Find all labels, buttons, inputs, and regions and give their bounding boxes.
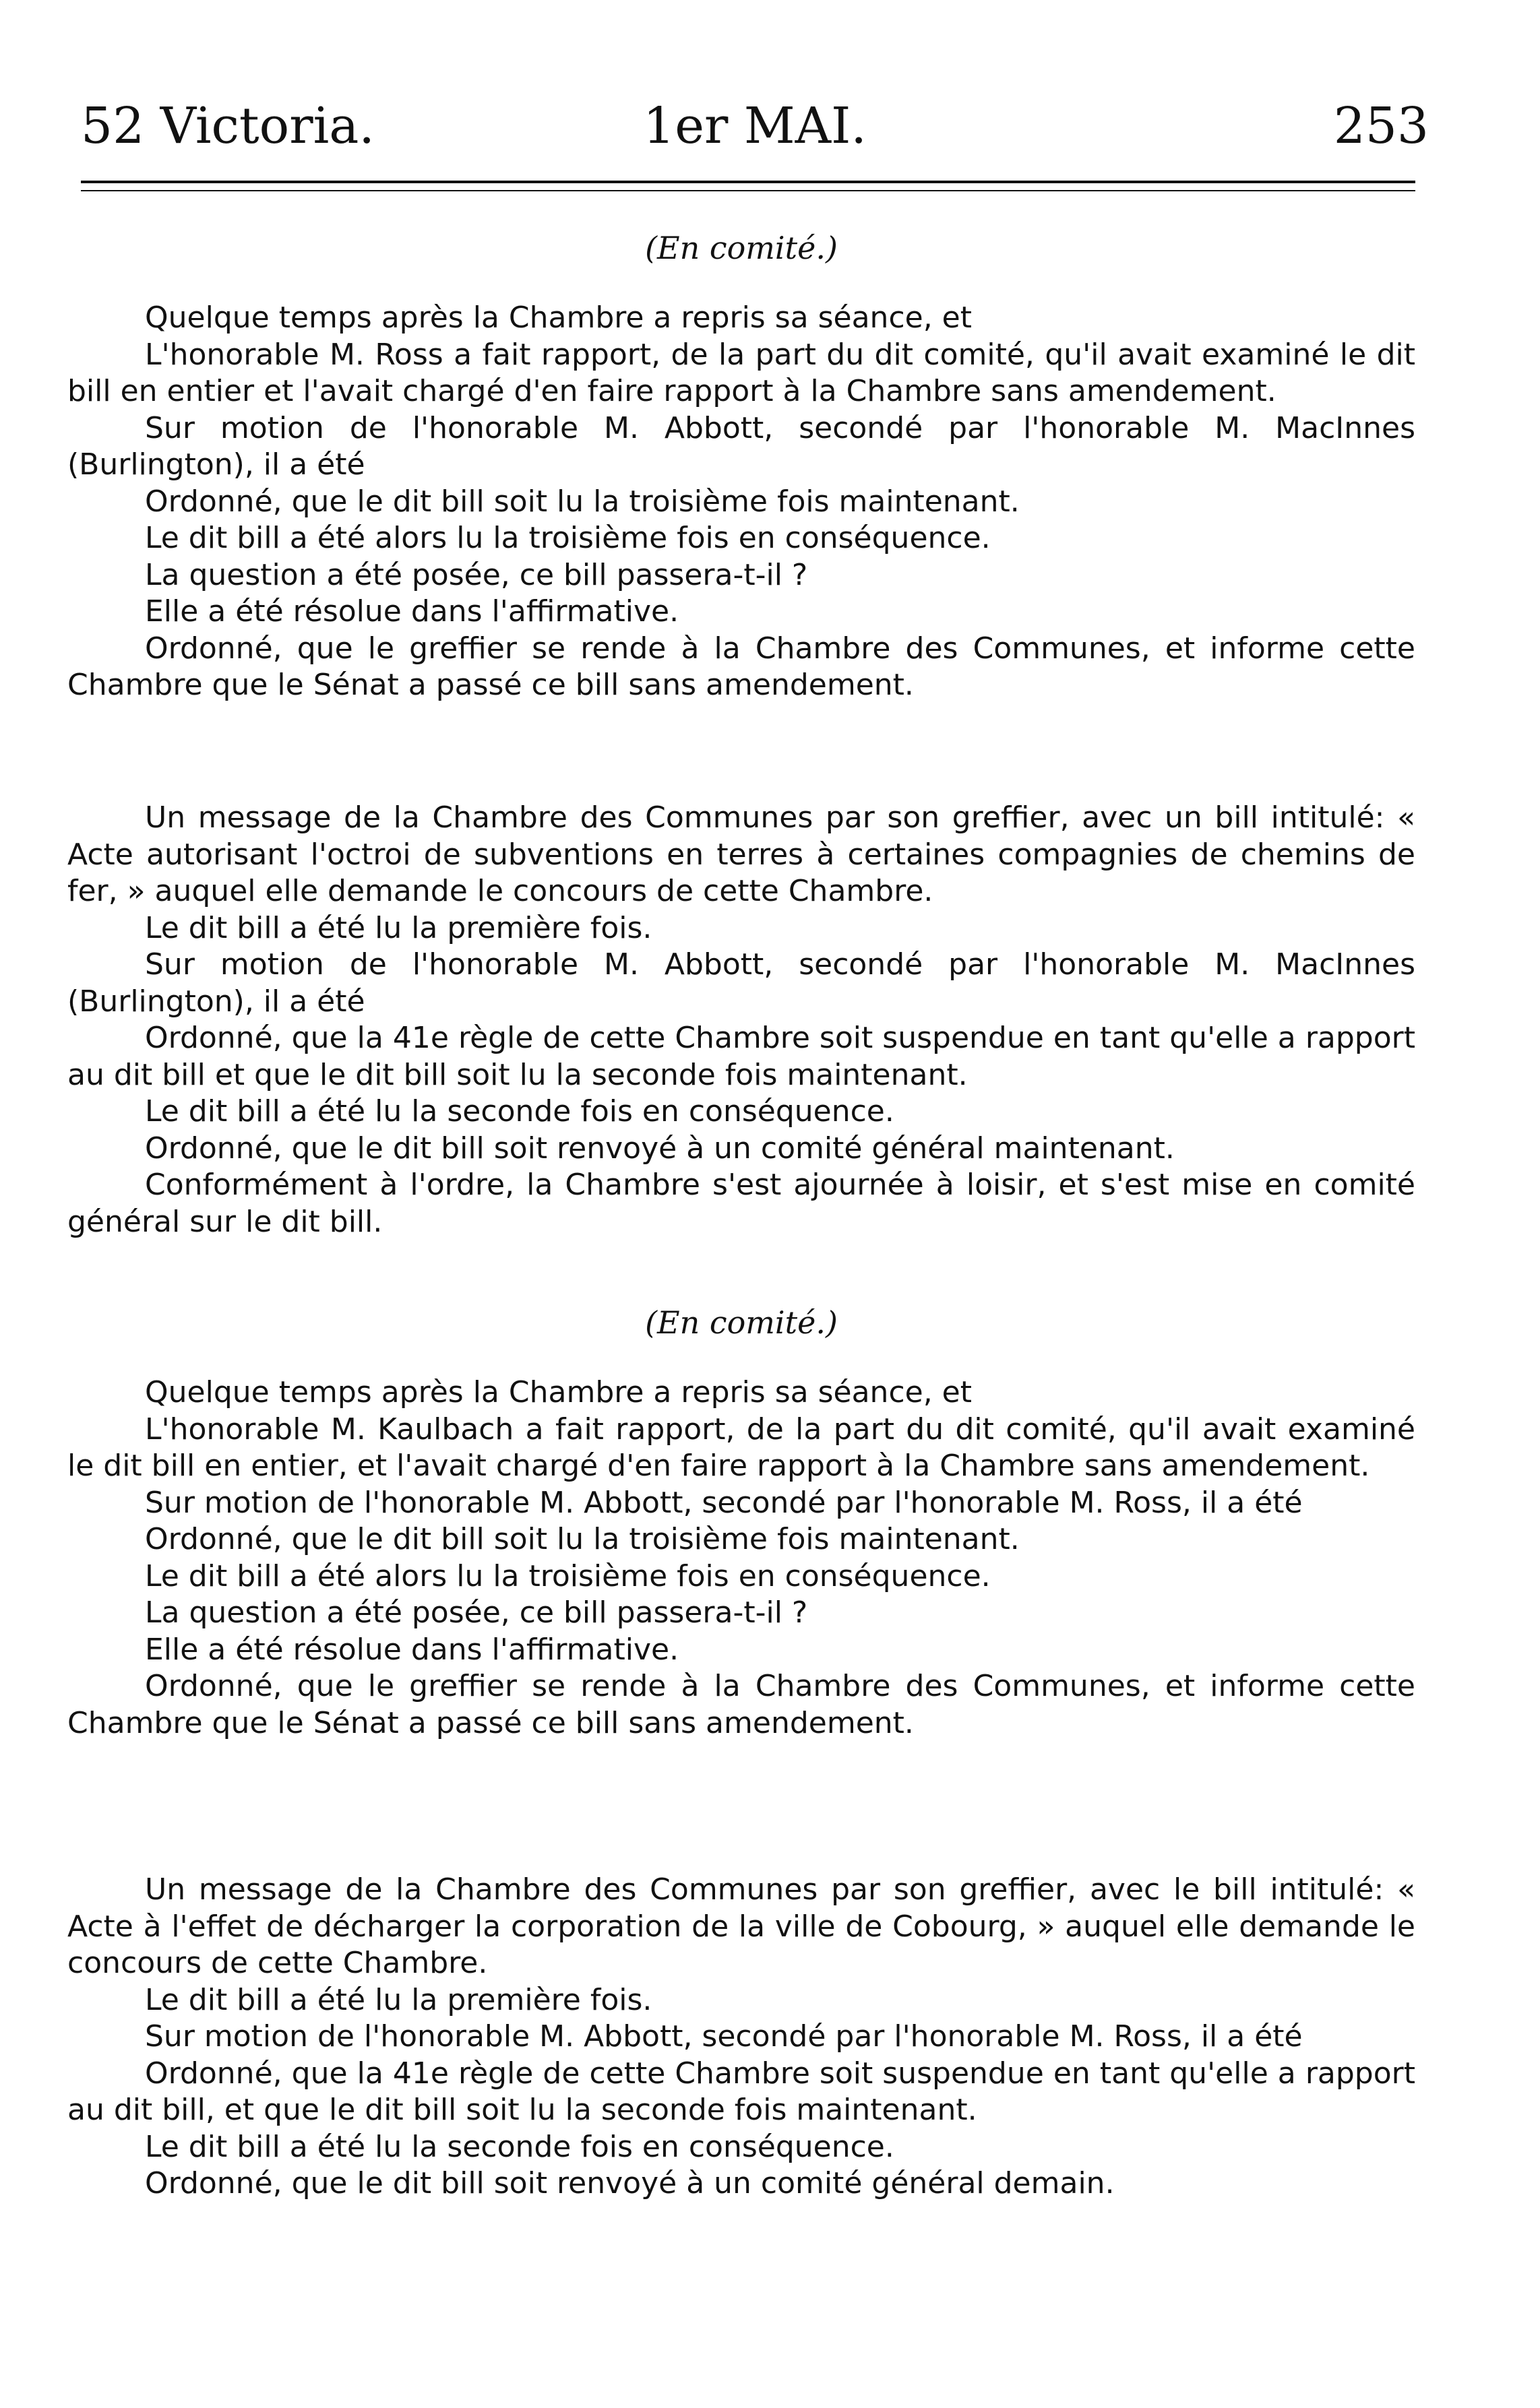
paragraph: Elle a été résolue dans l'affirmative. — [145, 594, 679, 629]
page-header — [81, 89, 1429, 163]
paragraph: La question a été posée, ce bill passera-t-il ? — [145, 1595, 808, 1630]
section-1-body — [67, 300, 1415, 704]
paragraph: Sur motion de l'honorable M. Abbott, secondé par l'honorable M. MacInnes (Burlington), il a été — [67, 410, 1415, 482]
paragraph: Le dit bill a été lu la seconde fois en conséquence. — [145, 2129, 894, 2164]
paragraph: Le dit bill a été lu la première fois. — [145, 910, 652, 945]
paragraph: Quelque temps après la Chambre a repris sa séance, et — [145, 300, 972, 335]
date-label: 1er MAI. — [643, 97, 867, 155]
paragraph: Le dit bill a été lu la première fois. — [145, 1982, 652, 2017]
page-number: 253 — [1333, 97, 1429, 155]
paragraph: Elle a été résolue dans l'affirmative. — [145, 1632, 679, 1667]
paragraph: Le dit bill a été alors lu la troisième fois en conséquence. — [145, 1558, 991, 1593]
paragraph: Sur motion de l'honorable M. Abbott, secondé par l'honorable M. Ross, il a été — [145, 1485, 1303, 1520]
paragraph: Un message de la Chambre des Communes par son greffier, avec le bill intitulé: « Acte à l'effet de décharger la corporation de la ville de Cobourg, » auquel elle demande le concours de cette Chambre. — [67, 1872, 1415, 1980]
section-heading: (En comité.) — [645, 1304, 838, 1341]
paragraph: Ordonné, que le dit bill soit lu la troisième fois maintenant. — [145, 1522, 1020, 1556]
paragraph: Sur motion de l'honorable M. Abbott, secondé par l'honorable M. MacInnes (Burlington), il a été — [67, 947, 1415, 1019]
paragraph: Ordonné, que le greffier se rende à la Chambre des Communes, et informe cette Chambre que le Sénat a passé ce bill sans amendement. — [67, 631, 1415, 702]
section-4-body — [67, 1872, 1415, 2203]
paragraph: Ordonné, que le dit bill soit renvoyé à un comité général maintenant. — [145, 1131, 1175, 1166]
header-rule-thick — [81, 181, 1415, 183]
paragraph: Ordonné, que le dit bill soit lu la troisième fois maintenant. — [145, 484, 1020, 519]
header-rule-thin — [81, 190, 1415, 191]
section-heading: (En comité.) — [645, 230, 838, 266]
paragraph: Le dit bill a été alors lu la troisième fois en conséquence. — [145, 521, 991, 555]
paragraph: Ordonné, que le dit bill soit renvoyé à un comité général demain. — [145, 2166, 1115, 2200]
paragraph: La question a été posée, ce bill passera-t-il ? — [145, 557, 808, 592]
section-1 — [67, 229, 1415, 267]
section-3 — [67, 1304, 1415, 1341]
paragraph: Le dit bill a été lu la seconde fois en conséquence. — [145, 1094, 894, 1129]
paragraph: Ordonné, que le greffier se rende à la Chambre des Communes, et informe cette Chambre que le Sénat a passé ce bill sans amendement. — [67, 1669, 1415, 1740]
session-label: 52 Victoria. — [81, 97, 375, 155]
paragraph: Sur motion de l'honorable M. Abbott, secondé par l'honorable M. Ross, il a été — [145, 2019, 1303, 2054]
paragraph: Ordonné, que la 41e règle de cette Chambre soit suspendue en tant qu'elle a rapport au dit bill, et que le dit bill soit lu la seconde fois maintenant. — [67, 2056, 1415, 2127]
paragraph: Conformément à l'ordre, la Chambre s'est ajournée à loisir, et s'est mise en comité général sur le dit bill. — [67, 1168, 1415, 1239]
paragraph: Un message de la Chambre des Communes par son greffier, avec un bill intitulé: « Acte autorisant l'octroi de subventions en terres à certaines compagnies de chemins de fer, » auquel elle demande le concours de cette Chambre. — [67, 800, 1415, 908]
paragraph: L'honorable M. Ross a fait rapport, de la part du dit comité, qu'il avait examiné le dit bill en entier et l'avait chargé d'en faire rapport à la Chambre sans amendement. — [67, 337, 1415, 408]
paragraph: Ordonné, que la 41e règle de cette Chambre soit suspendue en tant qu'elle a rapport au dit bill et que le dit bill soit lu la seconde fois maintenant. — [67, 1021, 1415, 1092]
paragraph: L'honorable M. Kaulbach a fait rapport, de la part du dit comité, qu'il avait examiné le dit bill en entier, et l'avait chargé d'en faire rapport à la Chambre sans amendement. — [67, 1412, 1415, 1483]
section-2-body — [67, 800, 1415, 1240]
paragraph: Quelque temps après la Chambre a repris sa séance, et — [145, 1375, 972, 1409]
section-3-body — [67, 1374, 1415, 1742]
